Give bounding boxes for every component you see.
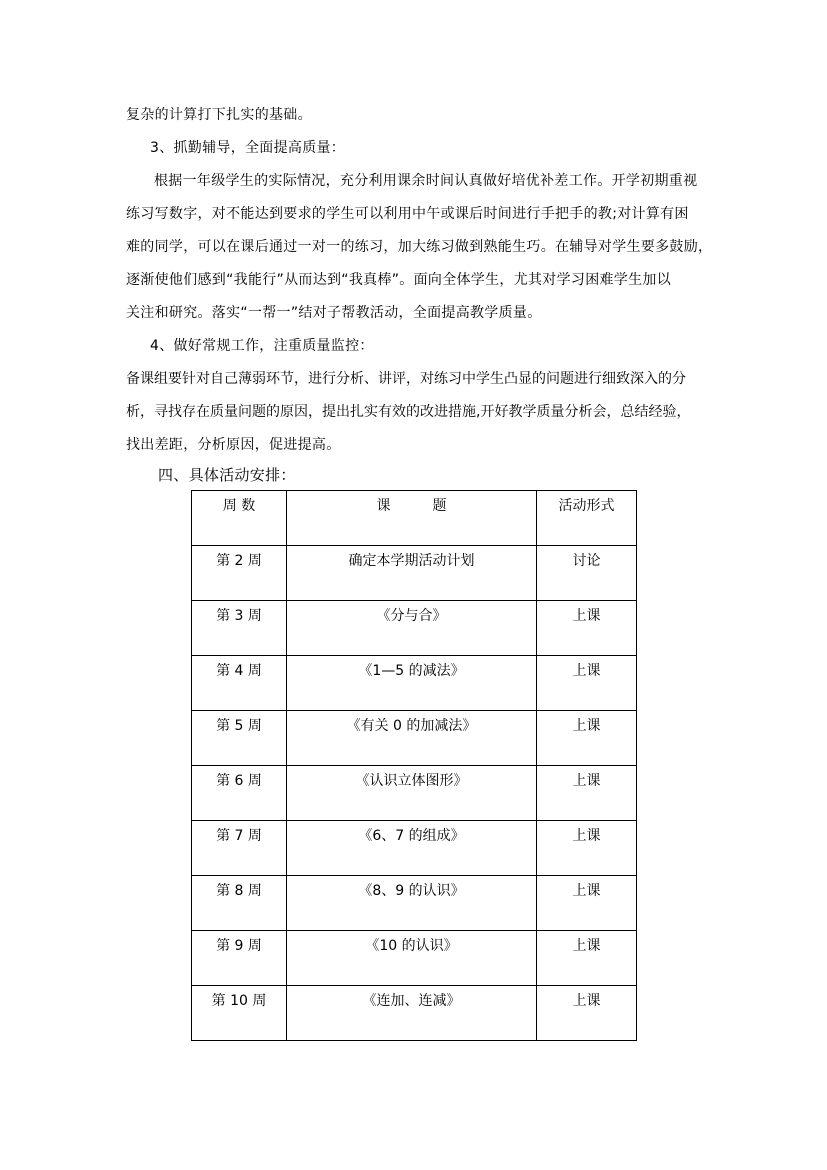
subheading-4: 4、做好常规工作，注重质量监控：	[150, 338, 374, 354]
paragraph-line: 找出差距，分析原因，促进提高。	[126, 437, 341, 453]
cell-week: 第 2 周	[192, 546, 287, 601]
table-row	[192, 821, 637, 876]
section-heading: 四、具体活动安排：	[158, 466, 296, 484]
cell-form: 上课	[537, 821, 637, 876]
cell-week: 第 10 周	[192, 986, 287, 1041]
cell-form: 上课	[537, 931, 637, 986]
subheading-3: 3、抓勤辅导，全面提高质量：	[150, 140, 346, 156]
cell-week: 第 8 周	[192, 876, 287, 931]
table-row	[192, 931, 637, 986]
cell-topic: 《认识立体图形》	[287, 766, 537, 821]
table-row	[192, 601, 637, 656]
activity-schedule-table	[191, 490, 637, 1041]
cell-week: 第 5 周	[192, 711, 287, 766]
cell-form: 讨论	[537, 546, 637, 601]
cell-topic: 《6、7 的组成》	[287, 821, 537, 876]
cell-topic: 《8、9 的认识》	[287, 876, 537, 931]
table-row	[192, 546, 637, 601]
cell-topic: 确定本学期活动计划	[287, 546, 537, 601]
paragraph-line: 练习写数字，对不能达到要求的学生可以利用中午或课后时间进行手把手的教;对计算有困	[126, 206, 689, 222]
cell-week: 第 3 周	[192, 601, 287, 656]
cell-form: 上课	[537, 601, 637, 656]
table-row	[192, 876, 637, 931]
cell-week: 第 7 周	[192, 821, 287, 876]
cell-week: 第 9 周	[192, 931, 287, 986]
cell-topic: 《10 的认识》	[287, 931, 537, 986]
table-row	[192, 766, 637, 821]
paragraph-line: 析，寻找存在质量问题的原因，提出扎实有效的改进措施,开好教学质量分析会，总结经验，	[126, 404, 691, 420]
cell-form: 上课	[537, 711, 637, 766]
table-row	[192, 986, 637, 1041]
paragraph-line: 复杂的计算打下扎实的基础。	[126, 107, 312, 123]
cell-form: 上课	[537, 876, 637, 931]
paragraph-line: 关注和研究。落实“一帮一”结对子帮教活动，全面提高教学质量。	[126, 305, 542, 321]
cell-topic: 《1—5 的减法》	[287, 656, 537, 711]
cell-topic: 《有关 0 的加减法》	[287, 711, 537, 766]
paragraph-line: 备课组要针对自己薄弱环节，进行分析、讲评，对练习中学生凸显的问题进行细致深入的分	[126, 371, 686, 387]
header-activity-form: 活动形式	[537, 491, 637, 546]
cell-topic: 《分与合》	[287, 601, 537, 656]
cell-form: 上课	[537, 986, 637, 1041]
cell-week: 第 4 周	[192, 656, 287, 711]
cell-form: 上课	[537, 766, 637, 821]
header-week: 周 数	[192, 491, 287, 546]
paragraph-line: 逐渐使他们感到“我能行”从而达到“我真棒”。面向全体学生，尤其对学习困难学生加以	[126, 272, 672, 288]
paragraph-line: 难的同学，可以在课后通过一对一的练习，加大练习做到熟能生巧。在辅导对学生要多鼓励，	[126, 239, 713, 255]
cell-form: 上课	[537, 656, 637, 711]
cell-topic: 《连加、连减》	[287, 986, 537, 1041]
table-header-row	[192, 491, 637, 546]
table-row	[192, 711, 637, 766]
table-row	[192, 656, 637, 711]
header-topic: 课 题	[287, 491, 537, 546]
cell-week: 第 6 周	[192, 766, 287, 821]
paragraph-line: 根据一年级学生的实际情况，充分利用课余时间认真做好培优补差工作。开学初期重视	[154, 173, 698, 189]
